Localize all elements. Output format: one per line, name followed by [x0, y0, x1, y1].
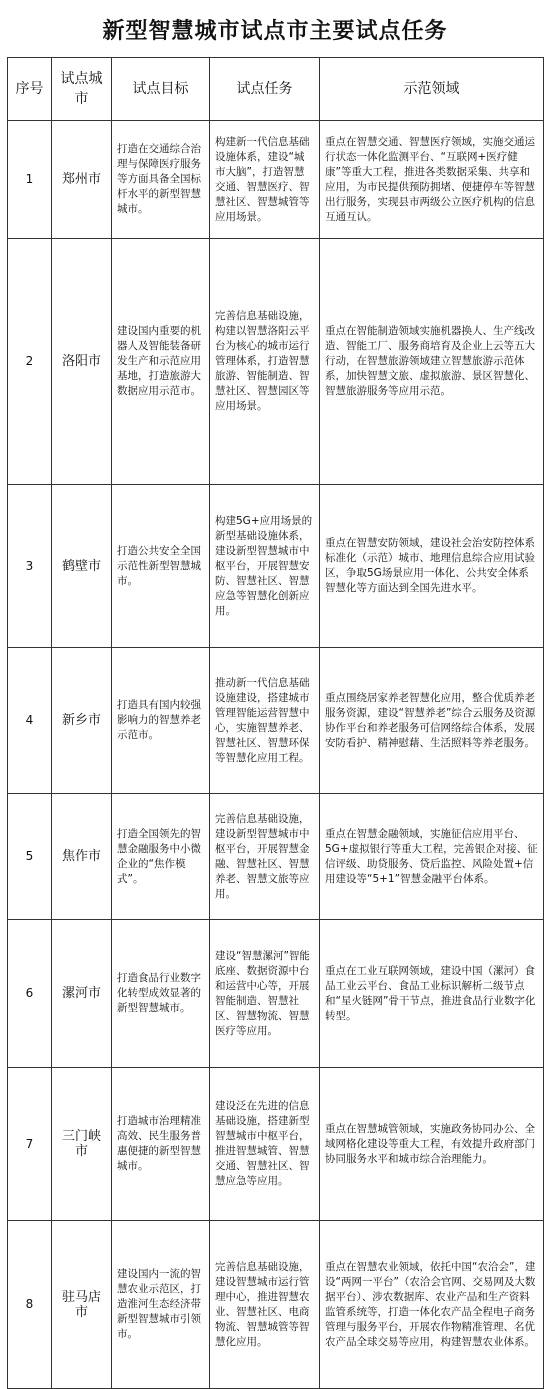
row-city: 焦作市 [52, 794, 112, 920]
table-row [8, 1068, 544, 1221]
row-task: 完善信息基础设施，建设智慧城市运行管理中心，推进智慧农业、智慧社区、电商物流、智慧城管等智慧化应用。 [210, 1221, 320, 1389]
row-task: 构建5G+应用场景的新型基础设施体系，建设新型智慧城市中枢平台，开展智慧安防、智慧社区、智慧应急等智慧化创新应用。 [210, 485, 320, 648]
row-field: 重点围绕居家养老智慧化应用，整合优质养老服务资源，建设“智慧养老”综合云服务及资源协作平台和养老服务可信网络综合体系，发展安防看护、精神慰藉、生活照料等养老服务。 [320, 648, 544, 794]
row-city: 驻马店市 [52, 1221, 112, 1389]
row-city: 洛阳市 [52, 239, 112, 485]
table-row [8, 121, 544, 239]
row-goal: 打造食品行业数字化转型成效显著的新型智慧城市。 [112, 920, 210, 1068]
row-city: 新乡市 [52, 648, 112, 794]
row-index: 2 [8, 239, 52, 485]
row-task: 完善信息基础设施，构建以智慧洛阳云平台为核心的城市运行管理体系，打造智慧旅游、智能制造、智慧社区、智慧园区等应用场景。 [210, 239, 320, 485]
row-index: 3 [8, 485, 52, 648]
row-goal: 打造城市治理精准高效、民生服务普惠便捷的新型智慧城市。 [112, 1068, 210, 1221]
row-index: 8 [8, 1221, 52, 1389]
row-city: 三门峡市 [52, 1068, 112, 1221]
row-goal: 打造具有国内较强影响力的智慧养老示范市。 [112, 648, 210, 794]
row-goal: 建设国内重要的机器人及智能装备研发生产和示范应用基地，打造旅游大数据应用示范市。 [112, 239, 210, 485]
row-goal: 打造公共安全全国示范性新型智慧城市。 [112, 485, 210, 648]
table-row [8, 920, 544, 1068]
row-city: 漯河市 [52, 920, 112, 1068]
page-title: 新型智慧城市试点市主要试点任务 [102, 19, 448, 44]
row-goal: 打造全国领先的智慧金融服务中小微企业的“焦作模式”。 [112, 794, 210, 920]
table-row [8, 1221, 544, 1389]
row-index: 1 [8, 121, 52, 239]
row-goal: 打造在交通综合治理与保障医疗服务等方面具备全国标杆水平的新型智慧城市。 [112, 121, 210, 239]
header-goal: 试点目标 [112, 58, 210, 121]
table-row [8, 648, 544, 794]
row-field: 重点在智慧交通、智慧医疗领域，实施交通运行状态一体化监测平台、“互联网+医疗健康”等重大工程，推进各类数据采集、共享和应用，为市民提供预防拥堵、便捷停车等智慧出行服务，实现县市两级公立医疗机构的信息互通互认。 [320, 121, 544, 239]
row-index: 7 [8, 1068, 52, 1221]
row-field: 重点在智慧安防领域，建设社会治安防控体系标准化（示范）城市、地理信息综合应用试验区，争取5G场景应用一体化、公共安全体系智慧化等方面达到全国先进水平。 [320, 485, 544, 648]
table-row [8, 485, 544, 648]
pilot-task-table [7, 57, 544, 1389]
row-task: 推动新一代信息基础设施建设，搭建城市管理智能运营智慧中心，实施智慧养老、智慧社区、智慧环保等智慧化应用工程。 [210, 648, 320, 794]
row-task: 建设泛在先进的信息基础设施，搭建新型智慧城市中枢平台，推进智慧城管、智慧交通、智慧社区、智慧应急等应用。 [210, 1068, 320, 1221]
row-index: 5 [8, 794, 52, 920]
row-field: 重点在智慧城管领域，实施政务协同办公、全域网格化建设等重大工程，有效提升政府部门协同服务水平和城市综合治理能力。 [320, 1068, 544, 1221]
row-task: 建设“智慧漯河”智能底座、数据资源中台和运营中心等，开展智能制造、智慧社区、智慧物流、智慧医疗等应用。 [210, 920, 320, 1068]
row-index: 4 [8, 648, 52, 794]
header-city: 试点城市 [52, 58, 112, 121]
header-index: 序号 [8, 58, 52, 121]
row-city: 郑州市 [52, 121, 112, 239]
row-field: 重点在智慧农业领域，依托中国“农洽会”，建设“两网一平台”（农洽会官网、交易网及大数据平台）、涉农数据库、农业产品和生产资料监管系统等，打造一体化农产品全程电子商务管理与服务平台，开展农作物精准管理、名优农产品全球交易等应用，构建智慧农业体系。 [320, 1221, 544, 1389]
row-field: 重点在智能制造领域实施机器换人、生产线改造、智能工厂、服务商培育及企业上云等五大行动，在智慧旅游领域建立智慧旅游示范体系，加快智慧文旅、虚拟旅游、景区智慧化、智慧旅游服务等应用示范。 [320, 239, 544, 485]
row-goal: 建设国内一流的智慧农业示范区，打造淮河生态经济带新型智慧城市引领市。 [112, 1221, 210, 1389]
row-field: 重点在智慧金融领域，实施征信应用平台、5G+虚拟银行等重大工程，完善银企对接、征信评级、助贷服务、贷后监控、风险处置+信用建设等“5+1”智慧金融平台体系。 [320, 794, 544, 920]
row-field: 重点在工业互联网领域，建设中国（漯河）食品工业云平台、食品工业标识解析二级节点和“星火链网”骨干节点，推进食品行业数字化转型。 [320, 920, 544, 1068]
row-task: 完善信息基础设施，建设新型智慧城市中枢平台，开展智慧金融、智慧社区、智慧养老、智慧文旅等应用。 [210, 794, 320, 920]
row-task: 构建新一代信息基础设施体系，建设“城市大脑”，打造智慧交通、智慧医疗、智慧社区、智慧城管等应用场景。 [210, 121, 320, 239]
table-row [8, 239, 544, 485]
header-task: 试点任务 [210, 58, 320, 121]
row-city: 鹤壁市 [52, 485, 112, 648]
table-row [8, 794, 544, 920]
table-header-row [8, 58, 544, 121]
row-index: 6 [8, 920, 52, 1068]
header-field: 示范领域 [320, 58, 544, 121]
